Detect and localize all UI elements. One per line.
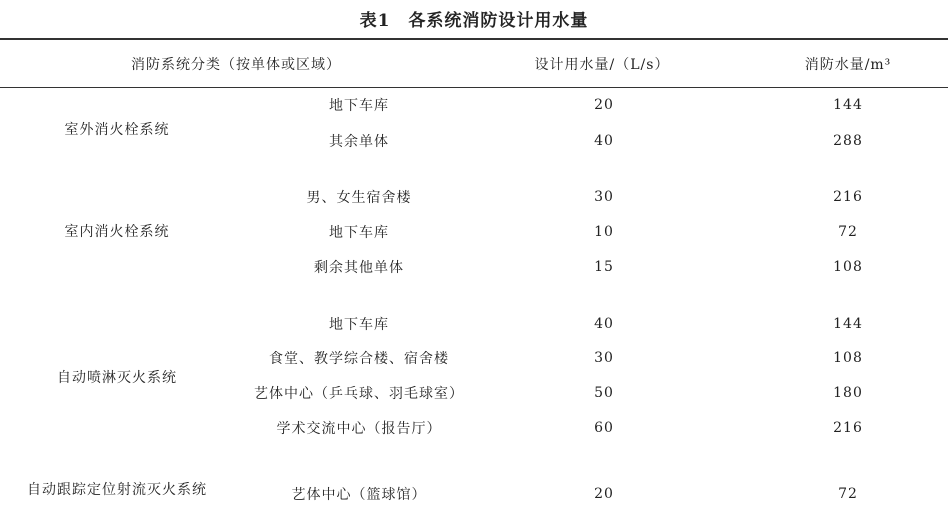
- top-rule: [0, 38, 948, 40]
- row-flow: 40: [594, 316, 614, 332]
- row-flow: 20: [594, 486, 614, 502]
- row-flow: 20: [594, 97, 614, 113]
- header-category: 消防系统分类（按单体或区域）: [131, 57, 341, 73]
- row-item: 其余单体: [329, 134, 389, 150]
- row-item: 地下车库: [329, 225, 389, 241]
- row-item: 剩余其他单体: [314, 260, 404, 276]
- row-volume: 72: [838, 224, 858, 240]
- system-name: 自动喷淋灭火系统: [57, 370, 177, 386]
- row-item: 食堂、教学综合楼、宿舍楼: [269, 351, 449, 367]
- system-name: 自动跟踪定位射流灭火系统: [27, 482, 207, 498]
- row-volume: 72: [838, 486, 858, 502]
- row-item: 学术交流中心（报告厅）: [276, 421, 442, 437]
- table-title: 表1 各系统消防设计用水量: [359, 11, 589, 31]
- row-volume: 288: [833, 133, 863, 149]
- row-flow: 60: [594, 420, 614, 436]
- row-item: 地下车库: [329, 317, 389, 333]
- row-item: 地下车库: [329, 98, 389, 114]
- header-volume: 消防水量/m³: [804, 57, 892, 73]
- header-flow: 设计用水量/（L/s）: [534, 57, 670, 73]
- row-flow: 30: [594, 189, 614, 205]
- row-item: 男、女生宿舍楼: [306, 190, 412, 206]
- row-flow: 40: [594, 133, 614, 149]
- row-item: 艺体中心（篮球馆）: [291, 487, 427, 503]
- row-item: 艺体中心（乒乓球、羽毛球室）: [254, 386, 464, 402]
- row-volume: 216: [833, 189, 863, 205]
- system-name: 室外消火栓系统: [64, 122, 170, 138]
- row-flow: 10: [594, 224, 614, 240]
- header-rule: [0, 87, 948, 88]
- row-volume: 216: [833, 420, 863, 436]
- row-flow: 50: [594, 385, 614, 401]
- row-flow: 15: [594, 259, 614, 275]
- row-flow: 30: [594, 350, 614, 366]
- row-volume: 144: [833, 316, 863, 332]
- row-volume: 108: [833, 350, 863, 366]
- row-volume: 108: [833, 259, 863, 275]
- row-volume: 180: [833, 385, 863, 401]
- row-volume: 144: [833, 97, 863, 113]
- system-name: 室内消火栓系统: [64, 224, 170, 240]
